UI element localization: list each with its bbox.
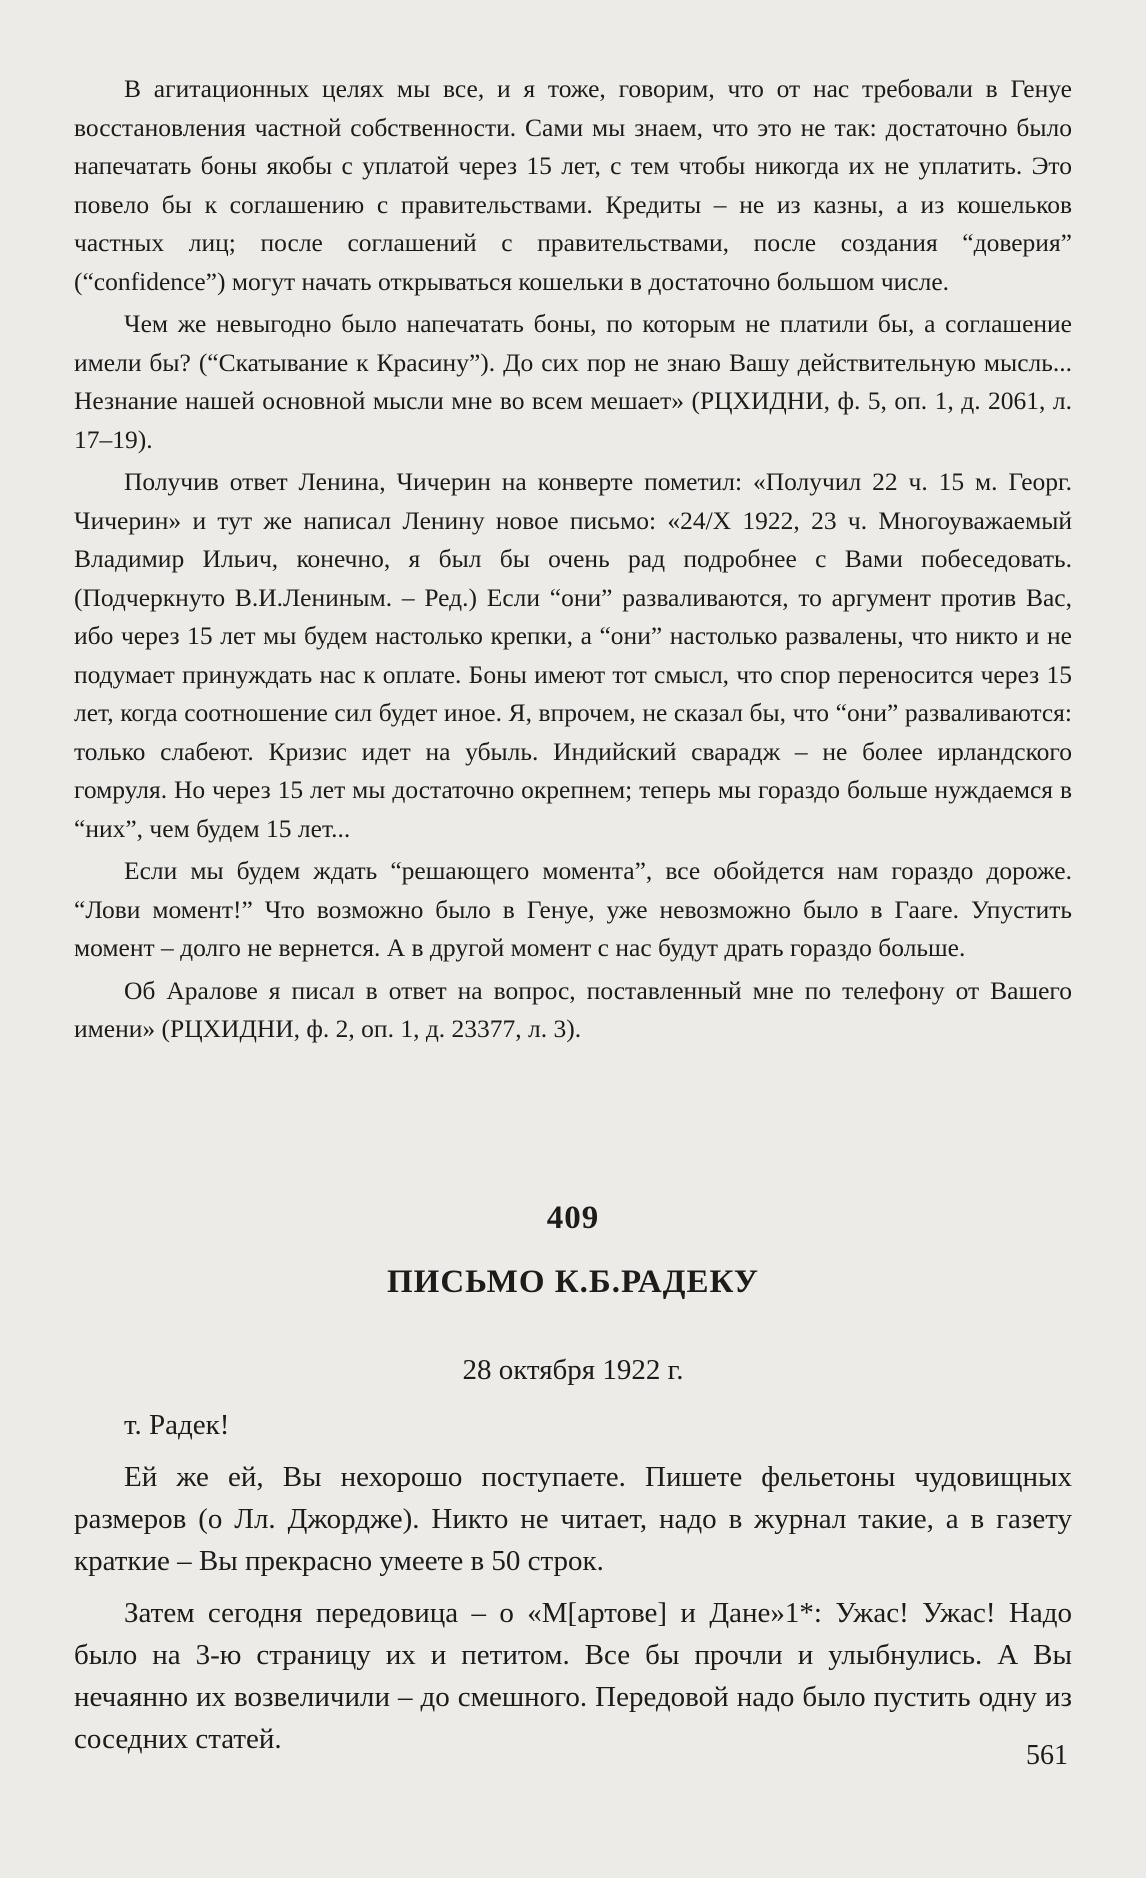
paragraph: Если мы будем ждать “решающего момента”, все обойдется нам гораздо дороже. “Лови момент!” Что возможно было в Генуе, уже невозможно было в Гааге. Упустить момент – долго не вернется. А в другой момент с нас будут драть гораздо больше. [74, 856, 1072, 962]
paragraph: Получив ответ Ленина, Чичерин на конверте пометил: «Получил 22 ч. 15 м. Георг. Чичерин» и тут же написал Ленину новое письмо: «24/X 1922, 23 ч. Многоуважаемый Владимир Ильич, конечно, я был бы очень рад подробнее с Вами побеседовать. (Подчеркнуто В.И.Лениным. – Ред.) Если “они” разваливаются, то аргумент против Вас, ибо через 15 лет мы будем настолько крепки, а “они” настолько развалены, что никто и не подумает принуждать нас к оплате. Боны имеют тот смысл, что спор переносится через 15 лет, когда соотношение сил будет иное. Я, впрочем, не сказал бы, что “они” разваливаются: только слабеют. Кризис идет на убыль. Индийский сварадж – не более ирландского гомруля. Но через 15 лет мы достаточно окрепнем; теперь мы гораздо больше нуждаемся в “них”, чем будем 15 лет... [74, 467, 1072, 843]
letter-paragraph: Ей же ей, Вы нехорошо поступаете. Пишете фельетоны чудовищных размеров (о Лл. Джордже). Никто не читает, надо в журнал такие, а в газету краткие – Вы прекрасно умеете в 50 строк. [74, 1461, 1072, 1577]
document-number: 409 [546, 1200, 600, 1236]
paragraph: Чем же невыгодно было напечатать боны, по которым не платили бы, а соглашение имели бы? (“Скатывание к Красину”). До сих пор не знаю Вашу действительную мысль... Незнание нашей основной мысли мне во всем мешает» (РЦХИДНИ, ф. 5, оп. 1, д. 2061, л. 17–19). [74, 309, 1072, 454]
paragraph: В агитационных целях мы все, и я тоже, говорим, что от нас требовали в Генуе восстановления частной собственности. Сами мы знаем, что это не так: достаточно было напечатать боны якобы с уплатой через 15 лет, с тем чтобы никогда их не уплатить. Это повело бы к соглашению с правительствами. Кредиты – не из казны, а из кошельков частных лиц; после соглашений с правительствами, после создания “доверия” (“confidence”) могут начать открываться кошельки в достаточно большом числе. [74, 74, 1072, 296]
document-title: ПИСЬМО К.Б.РАДЕКУ [387, 1264, 759, 1300]
document-date: 28 октября 1922 г. [462, 1354, 684, 1386]
body-text [74, 70, 1072, 1049]
letter-body [74, 1404, 1072, 1760]
page-number: 561 [1026, 1740, 1068, 1771]
salutation: т. Радек! [124, 1409, 230, 1441]
paragraph: Об Аралове я писал в ответ на вопрос, поставленный мне по телефону от Вашего имени» (РЦХИДНИ, ф. 2, оп. 1, д. 23377, л. 3). [74, 975, 1072, 1043]
letter-paragraph: Затем сегодня передовица – о «М[артове] и Дане»1*: Ужас! Ужас! Надо было на 3-ю страницу их и петитом. Все бы прочли и улыбнулись. А Вы нечаянно их возвеличили – до смешного. Передовой надо было пустить одну из соседних статей. [74, 1597, 1072, 1755]
